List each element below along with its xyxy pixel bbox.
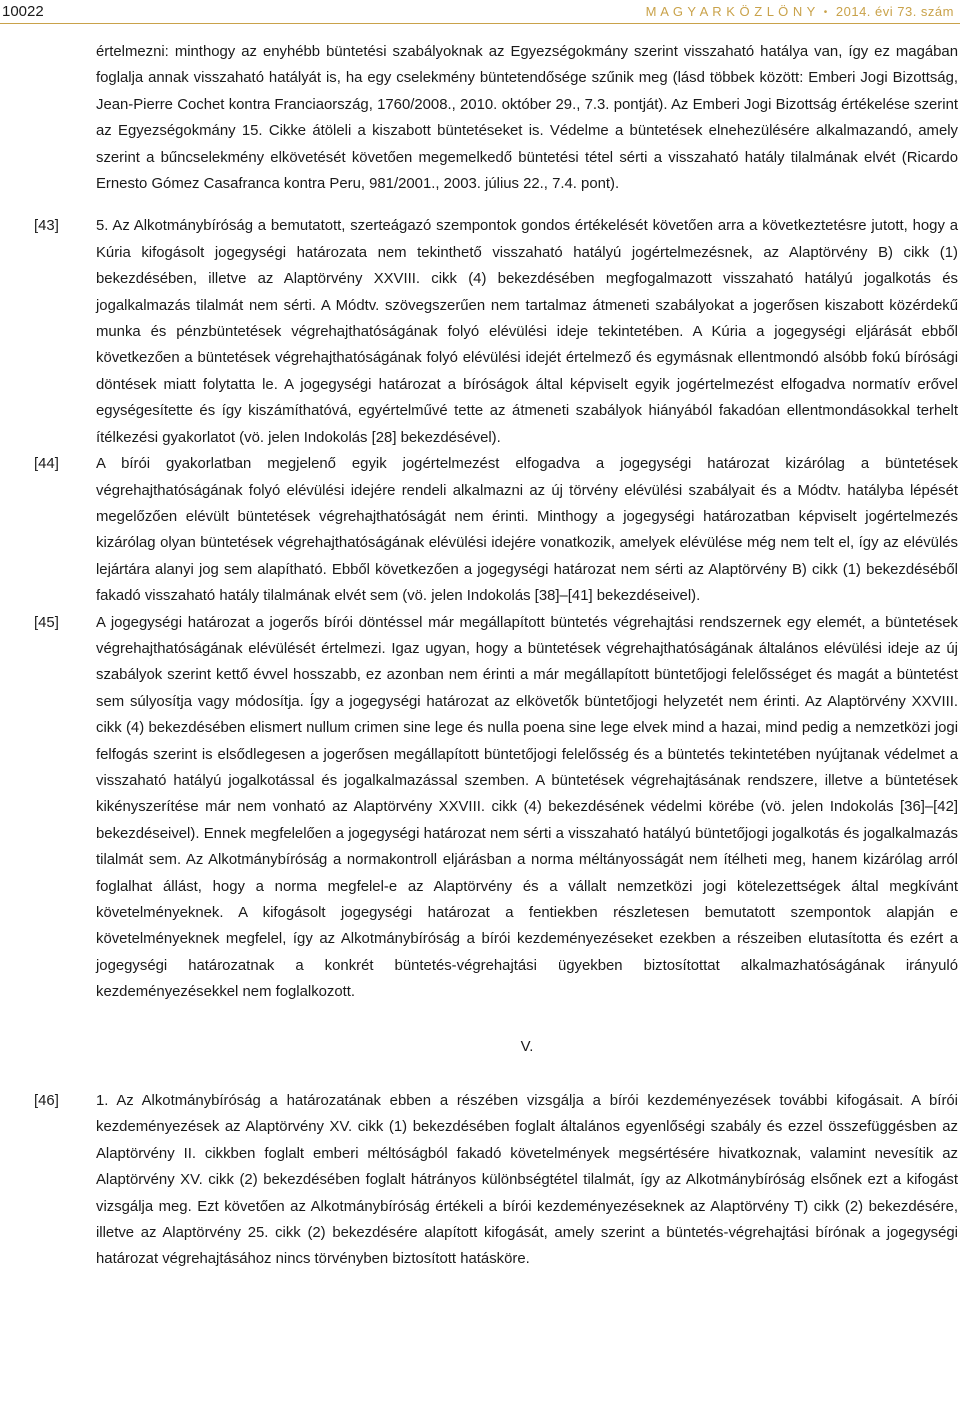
paragraph-44: [34, 451, 958, 609]
paragraph-number: [46]: [34, 1093, 59, 1110]
page-header: [0, 0, 960, 24]
intro-paragraph: értelmezni: minthogy az enyhébb büntetési szabályoknak az Egyezségokmány szerint visszaható hatálya van, így ez magában foglalja annak visszaható hatályát is, ha egy cselekmény büntetendősége szűnik meg (lásd többek között: Emberi Jogi Bizottság, Jean-Pierre Cochet kontra Franciaország, 1760/2008., 2010. október 29., 7.3. pontját). Az Emberi Jogi Bizottság értékelése szerint az Egyezségokmány 15. Cikke átöleli a kiszabott büntetéseket is. Védelme a büntetések elnehezülésére alkalmazandó, amely szerint a bűncselekmény elkövetését követően megemelkedő büntetési tétel sérti a visszaható hatály tilalmának elvét (Ricardo Ernesto Gómez Casafranca kontra Peru, 981/2001., 2003. július 22., 7.4. pont).: [96, 44, 958, 193]
paragraph-number: [43]: [34, 218, 59, 235]
section-heading: V.: [520, 1038, 534, 1055]
page-number: 10022: [2, 3, 44, 20]
paragraph-number: [44]: [34, 456, 59, 473]
paragraph-text: A bírói gyakorlatban megjelenő egyik jogértelmezést elfogadva a jogegységi határozat kizárólag a büntetések végrehajthatóságának folyó elévülési idejére rendeli alkalmazni az új törvény elévülési szabályait és a Módtv. hatályba lépését megelőzően elévült büntetések végrehajthatóságát nem érinti. Minthogy a jogegységi határozatban képviselt jogértelmezés kizárólag olyan büntetések végrehajthatóságának elévülési idejére vonatkozik, amelyek elévülése még nem telt el, így az elévülés lejártára alanyi jog sem alapítható. Ebből következően a jogegységi határozat nem sérti az Alaptörvény B) cikk (1) bekezdéséből fakadó visszaható hatály tilalmának elvét sem (vö. jelen Indokolás [38]–[41] bekezdéseivel).: [96, 456, 958, 605]
issue-label: 2014. évi 73. szám: [835, 4, 954, 19]
paragraph-text: A jogegységi határozat a jogerős bírói döntéssel már megállapított büntetés végrehajtási rendszernek egy elemét, a büntetések végrehajthatóságának elévülését értelmezi. Igaz ugyan, hogy a büntetések végrehajthatóságának általános elévülési ideje az új szabályok szerint kettő évvel hosszabb, ez azonban nem érinti a már megállapított büntetőjogi felelősséget és magát a büntetést sem súlyosítja vagy módosítja. Így a jogegységi határozat az elkövetők büntetőjogi helyzetét nem érinti. Az Alaptörvény XXVIII. cikk (4) bekezdésében elismert nullum crimen sine lege és nulla poena sine lege elvek mind a hazai, mind pedig a nemzetközi jogi felfogás szerint is elsődlegesen a jogerősen megállapított büntetőjogi felelősség és a büntetés tekintetében nyújtanak védelmet a visszaható hatályú jogalkotással és jogalkalmazással szemben. A büntetések végrehajtásának rendszere, illetve a büntetések kikényszerítése már nem vonható az Alaptörvény XXVIII. cikk (4) bekezdésének védelmi körébe (vö. jelen Indokolás [36]–[42] bekezdéseivel). Ennek megfelelően a jogegységi határozat nem sérti a visszaható hatályú büntetőjogi jogalkotás és jogalkalmazás tilalmát sem. Az Alkotmánybíróság a normakontroll eljárásban a norma méltányosságát nem ítélheti meg, hanem kizárólag arról foglalhat állást, hogy a norma megfelel-e az Alaptörvény és a vállalt nemzetközi jogi kötelezettségek által megkívánt követelményeknek. A kifogásolt jogegységi határozat a fentiekben részletesen bemutatott szempontok alapján e követelményeknek megfelel, így az Alkotmánybíróság a bírói kezdeményezéseket ezekben a részeiben elutasította és ezért a jogegységi határozatnak a konkrét büntetés-végrehajtási ügyekben biztosítottat alkalmazhatóságának irányuló kezdeményezésekkel nem foglalkozott.: [96, 614, 958, 1001]
paragraph-43: [34, 213, 958, 451]
document-body: [34, 39, 958, 1273]
paragraph-46: [34, 1088, 958, 1273]
bullet-separator: •: [823, 7, 828, 18]
paragraph-text: 1. Az Alkotmánybíróság a határozatának ebben a részében vizsgálja a bírói kezdeményezések további kifogásait. A bírói kezdeményezések az Alaptörvény XV. cikk (1) bekezdésében foglalt általános egyenlőségi szabály és ezzel összefüggésben az Alaptörvény II. cikkben foglalt emberi méltóságból fakadó követelmények megsértésére hivatkoznak, valamint nevesítik az Alaptörvény XV. cikk (2) bekezdésében foglalt hátrányos különbségtétel tilalmát, így az Alkotmánybíróság elsőnek ezt a kifogást vizsgálja meg. Ezt követően az Alkotmánybíróság értékeli a bírói kezdeményezéseknek az Alaptörvény T) cikk (2) bekezdésére, illetve az Alaptörvény 25. cikk (2) bekezdésére alapított kifogását, amely szerint a büntetés-végrehajtási bírónak a jogegységi határozat végrehajtásához nincs törvényben biztosított hatásköre.: [96, 1093, 958, 1268]
header-rule: [0, 23, 960, 24]
paragraph-number: [45]: [34, 614, 59, 631]
paragraph-45: [34, 610, 958, 1006]
paragraph-text: 5. Az Alkotmánybíróság a bemutatott, szerteágazó szempontok gondos értékelését követően arra a következtetésre jutott, hogy a Kúria kifogásolt jogegységi határozata nem tekinthető visszaható hatályú jogértelmezésnek, az Alaptörvény B) cikk (1) bekezdésében, illetve az Alaptörvény XXVIII. cikk (4) bekezdésében megfogalmazott visszaható hatályú jogalkotás és jogalkalmazás tilalmát nem sérti. A Módtv. szövegszerűen nem tartalmaz átmeneti szabályokat a jogerősen kiszabott közérdekű munka és pénzbüntetések végrehajthatóságának folyó elévülési ideje tekintetében. A Kúria a jogegységi eljárását ebből következően a büntetések végrehajthatóságának folyó elévülési idejét értelmező és egymásnak ellentmondó alsóbb fokú bírósági döntések miatt folytatta le. A jogegységi határozat a bíróságok által képviselt egyik jogértelmezést elfogadva normatív erővel egységesítette és így kiszámíthatóvá, egyértelművé tette az átmeneti szabályok hiányából fakadóan ellentmondásokkal terhelt ítélkezési gyakorlatot (vö. jelen Indokolás [28] bekezdésével).: [96, 218, 958, 446]
running-title: [646, 4, 954, 19]
publication-name: M A G Y A R K Ö Z L Ö N Y: [645, 4, 816, 19]
